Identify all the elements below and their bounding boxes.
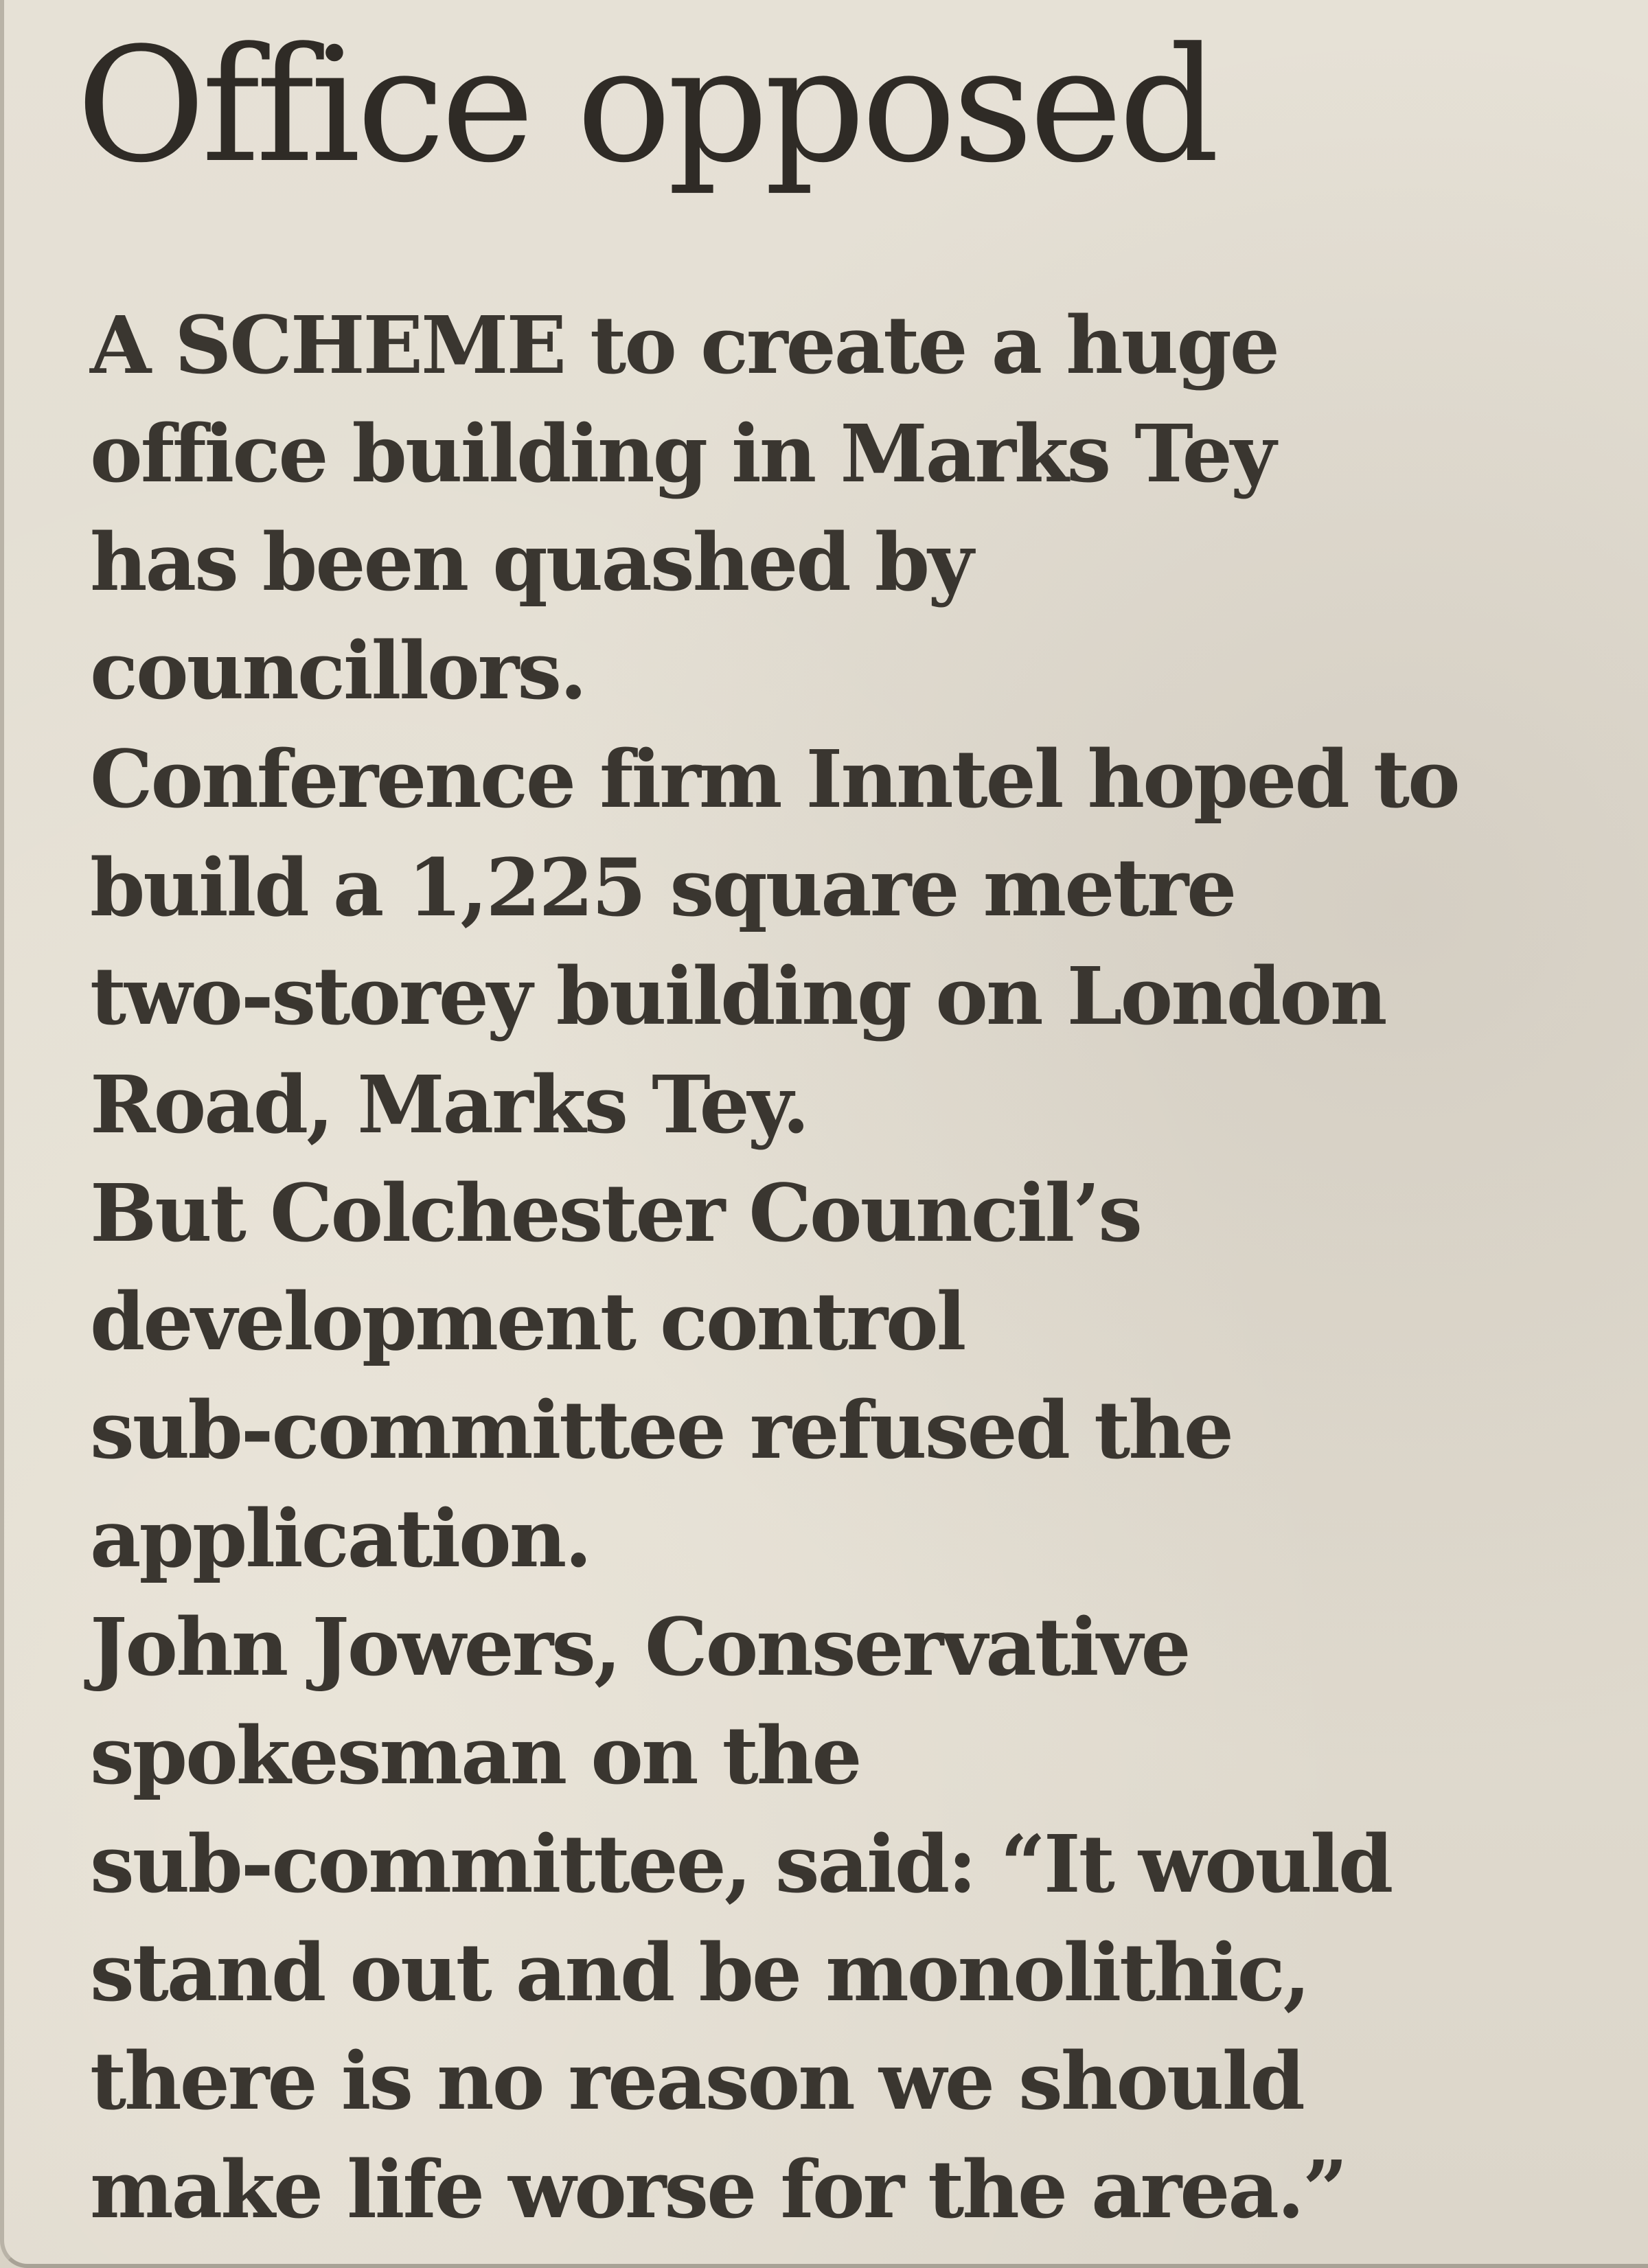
headline: Office opposed	[76, 14, 1216, 198]
article-line: sub-committee refused the	[90, 1384, 1232, 1477]
article-line: councillors.	[90, 625, 586, 718]
article-line: has been quashed by	[90, 516, 972, 609]
article-line: two-storey building on London	[90, 950, 1386, 1043]
article-line: application.	[90, 1493, 591, 1585]
article-line: Conference firm Inntel hoped to	[90, 733, 1458, 826]
article-line: But Colchester Council’s	[90, 1167, 1141, 1260]
article-line: build a 1,225 square metre	[90, 842, 1235, 935]
article-line: office building in Marks Tey	[90, 408, 1274, 501]
article-line: development control	[90, 1276, 965, 1368]
article-line: sub-committee, said: “It would	[90, 1818, 1392, 1911]
article-line: Road, Marks Tey.	[90, 1059, 808, 1152]
article-line: stand out and be monolithic,	[90, 1927, 1309, 2019]
article-line: make life worse for the area.”	[90, 2144, 1347, 2236]
article-line: spokesman on the	[90, 1710, 860, 1802]
article-line: A SCHEME to create a huge	[90, 299, 1278, 392]
article-line: John Jowers, Conservative	[90, 1601, 1189, 1694]
article-line: there is no reason we should	[90, 2035, 1303, 2128]
article-body	[90, 292, 1621, 2245]
